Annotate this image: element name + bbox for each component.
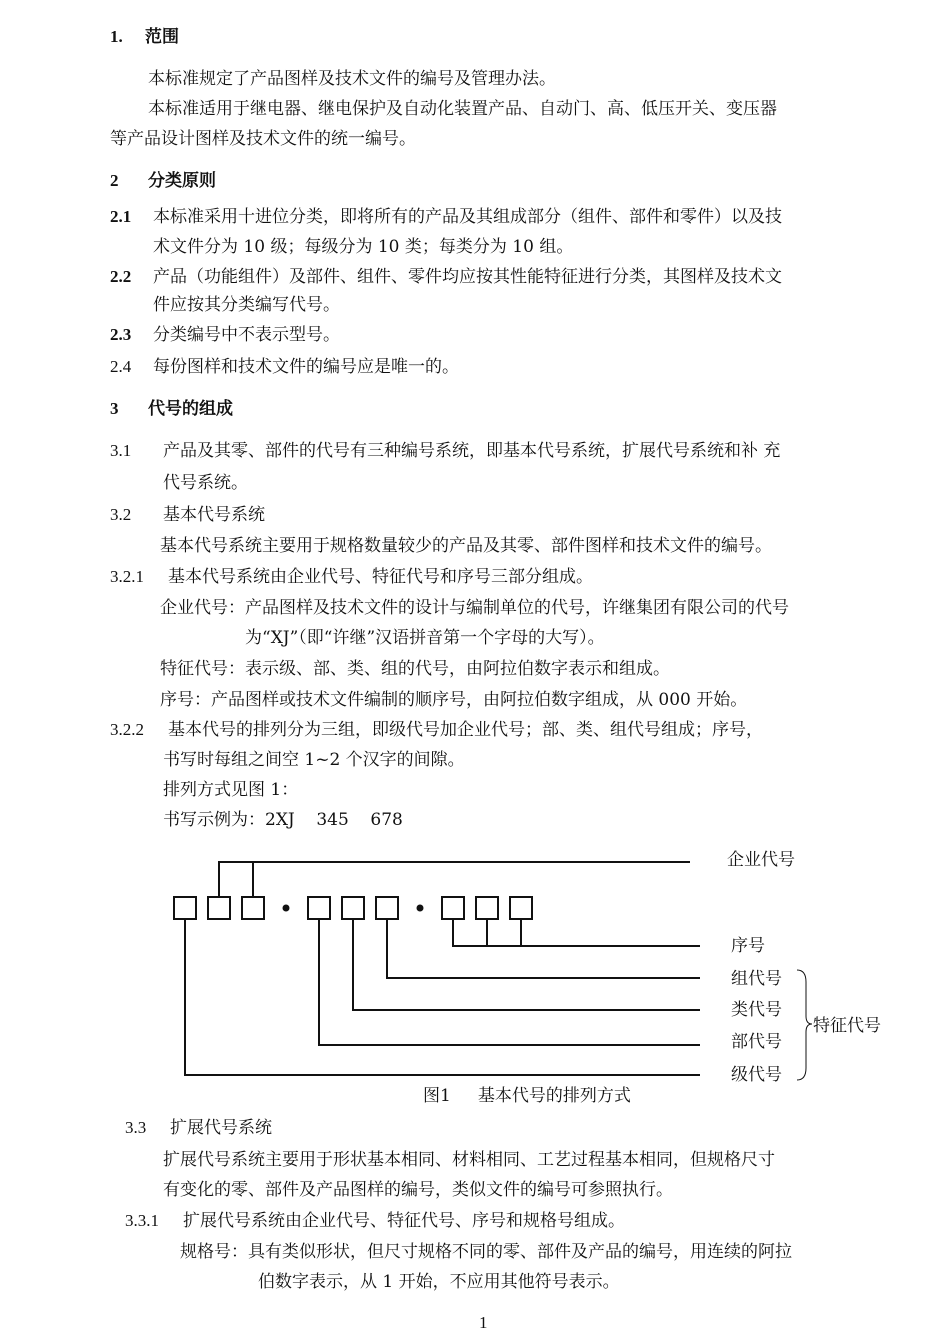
level-code-line xyxy=(185,919,700,1075)
clause-3-3-line-2: 有变化的零、部件及产品图样的编号，类似文件的编号可参照执行。 xyxy=(163,1180,673,1200)
group-digit-box xyxy=(376,897,398,919)
clause-3-1-number: 3.1 xyxy=(110,441,132,460)
clause-3-2-2-line-1: 基本代号的排列分为三组，即级代号加企业代号；部、类、组代号组成；序号， xyxy=(168,720,763,740)
sequence-number-definition: 序号：产品图样或技术文件编制的顺序号，由阿拉伯数字组成，从 000 开始。 xyxy=(160,690,748,710)
separator-dot-2 xyxy=(417,905,424,912)
label-part-code: 部代号 xyxy=(731,1032,782,1052)
writing-example: 书写示例为：2XJ 345 678 xyxy=(163,810,403,830)
clause-3-2-2-line-2: 书写时每组之间空 1~2 个汉字的间隙。 xyxy=(163,750,465,770)
label-class-code: 类代号 xyxy=(731,1000,782,1020)
clause-2-4-number: 2.4 xyxy=(110,357,132,376)
clause-3-2-number: 3.2 xyxy=(110,505,132,524)
label-enterprise-code: 企业代号 xyxy=(727,850,795,870)
label-group-code: 组代号 xyxy=(731,969,782,989)
clause-3-3-1-number: 3.3.1 xyxy=(125,1211,159,1230)
clause-2-1-line-1: 本标准采用十进位分类，即将所有的产品及其组成部分（组件、部件和零件）以及技 xyxy=(153,207,782,227)
section-2-title: 分类原则 xyxy=(148,171,216,191)
level-digit-box xyxy=(174,897,196,919)
part-digit-box xyxy=(308,897,330,919)
section-1-paragraph-1: 本标准规定了产品图样及技术文件的编号及管理办法。 xyxy=(148,69,556,89)
spec-number-definition-line-1: 规格号：具有类似形状，但尺寸规格不同的零、部件及产品的编号，用连续的阿拉 xyxy=(180,1242,792,1262)
enterprise-letter-box-2 xyxy=(242,897,264,919)
section-2-number: 2 xyxy=(110,171,119,190)
sequence-digit-box-2 xyxy=(476,897,498,919)
clause-3-2-2-line-3: 排列方式见图 1： xyxy=(163,780,299,800)
clause-3-1-line-1: 产品及其零、部件的代号有三种编号系统，即基本代号系统，扩展代号系统和补 充 xyxy=(163,441,781,461)
clause-2-2-line-1: 产品（功能组件）及部件、组件、零件均应按其性能特征进行分类，其图样及技术文 xyxy=(153,267,782,287)
enterprise-code-line xyxy=(219,862,690,897)
label-level-code: 级代号 xyxy=(731,1065,782,1085)
clause-3-2-2-number: 3.2.2 xyxy=(110,720,144,739)
section-3-title: 代号的组成 xyxy=(148,399,233,419)
clause-2-1-line-2: 术文件分为 10 级；每级分为 10 类；每类分为 10 组。 xyxy=(153,237,574,257)
clause-2-2-number: 2.2 xyxy=(110,267,132,286)
separator-dot-1 xyxy=(283,905,290,912)
page-number: 1 xyxy=(479,1313,488,1332)
section-3-number: 3 xyxy=(110,399,119,418)
clause-3-3-number: 3.3 xyxy=(125,1118,147,1137)
figure-1-caption: 图1 基本代号的排列方式 xyxy=(423,1086,631,1106)
clause-3-3-line-1: 扩展代号系统主要用于形状基本相同、材料相同、工艺过程基本相同，但规格尺寸 xyxy=(163,1150,775,1170)
enterprise-code-definition-line-2: 为“XJ”（即“许继”汉语拼音第一个字母的大写）。 xyxy=(245,628,605,648)
clause-2-3-text: 分类编号中不表示型号。 xyxy=(153,325,340,345)
feature-code-definition: 特征代号：表示级、部、类、组的代号，由阿拉伯数字表示和组成。 xyxy=(160,659,670,679)
clause-2-3-number: 2.3 xyxy=(110,325,132,344)
section-1-paragraph-2-line-1: 本标准适用于继电器、继电保护及自动化装置产品、自动门、高、低压开关、变压器 xyxy=(148,99,777,119)
spec-number-definition-line-2: 伯数字表示，从 1 开始，不应用其他符号表示。 xyxy=(258,1272,620,1292)
group-code-line xyxy=(387,919,700,978)
clause-3-2-title: 基本代号系统 xyxy=(163,505,265,525)
enterprise-letter-box-1 xyxy=(208,897,230,919)
clause-3-2-text: 基本代号系统主要用于规格数量较少的产品及其零、部件图样和技术文件的编号。 xyxy=(160,536,772,556)
section-1-number: 1. xyxy=(110,27,123,46)
clause-3-3-title: 扩展代号系统 xyxy=(170,1118,272,1138)
sequence-digit-box-3 xyxy=(510,897,532,919)
class-code-line xyxy=(353,919,700,1010)
label-feature-code: 特征代号 xyxy=(813,1016,881,1036)
label-sequence-number: 序号 xyxy=(731,936,765,956)
clause-3-2-1-text: 基本代号系统由企业代号、特征代号和序号三部分组成。 xyxy=(168,567,593,587)
feature-code-brace xyxy=(797,970,812,1080)
clause-2-4-text: 每份图样和技术文件的编号应是唯一的。 xyxy=(153,357,459,377)
part-code-line xyxy=(319,919,700,1045)
clause-3-1-line-2: 代号系统。 xyxy=(163,473,248,493)
clause-2-1-number: 2.1 xyxy=(110,207,132,226)
sequence-digit-box-1 xyxy=(442,897,464,919)
enterprise-code-definition-line-1: 企业代号：产品图样及技术文件的设计与编制单位的代号，许继集团有限公司的代号 xyxy=(160,598,789,618)
section-1-paragraph-2-line-2: 等产品设计图样及技术文件的统一编号。 xyxy=(110,129,416,149)
clause-3-2-1-number: 3.2.1 xyxy=(110,567,144,586)
section-1-title: 范围 xyxy=(145,27,179,47)
clause-2-2-line-2: 件应按其分类编写代号。 xyxy=(153,295,340,315)
class-digit-box xyxy=(342,897,364,919)
clause-3-3-1-text: 扩展代号系统由企业代号、特征代号、序号和规格号组成。 xyxy=(183,1211,625,1231)
sequence-line xyxy=(453,919,700,946)
